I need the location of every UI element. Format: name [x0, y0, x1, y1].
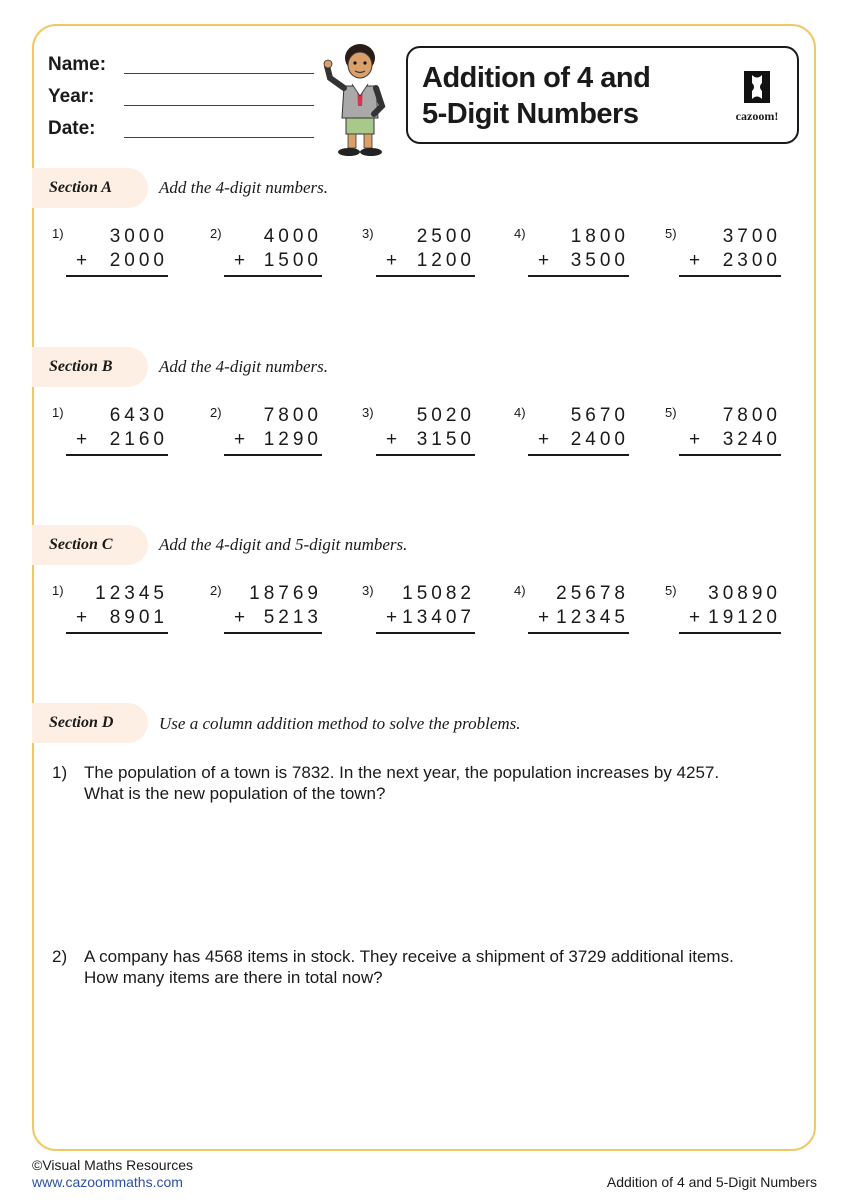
problem-number: 1) [52, 405, 64, 420]
cazoom-logo [727, 70, 787, 124]
section-c-instruction: Add the 4-digit and 5-digit numbers. [159, 535, 408, 554]
plus-sign: + [538, 429, 550, 450]
answer-underline [528, 454, 629, 456]
addend-top: 15082 [402, 583, 475, 604]
addition-problem [362, 226, 475, 286]
addend-bottom: 2400 [570, 429, 629, 450]
addend-bottom: 1290 [263, 429, 322, 450]
addition-problem [665, 226, 781, 286]
addend-top: 1800 [570, 226, 629, 247]
plus-sign: + [386, 250, 398, 271]
section-c-label: Section C [49, 536, 113, 553]
addend-bottom: 12345 [556, 607, 629, 628]
plus-sign: + [689, 429, 701, 450]
plus-sign: + [689, 607, 701, 628]
addition-problem [362, 405, 475, 465]
footer-link[interactable] [32, 1174, 183, 1190]
answer-underline [528, 275, 629, 277]
section-a-tab [32, 168, 148, 208]
plus-sign: + [76, 607, 88, 628]
addend-top: 2500 [416, 226, 475, 247]
addition-problem [52, 226, 168, 286]
word-problem-text-line-1: The population of a town is 7832. In the next year, the population increases by 4257. [84, 763, 720, 782]
addend-bottom: 3240 [722, 429, 781, 450]
problem-number: 4) [514, 405, 526, 420]
addition-problem [665, 583, 781, 643]
page-title [422, 60, 722, 132]
addend-bottom: 2000 [109, 250, 168, 271]
section-b-instruction: Add the 4-digit numbers. [159, 357, 329, 376]
answer-underline [679, 275, 781, 277]
year-line[interactable] [124, 105, 314, 106]
plus-sign: + [386, 607, 398, 628]
section-d-instruction: Use a column addition method to solve the problems. [159, 714, 521, 733]
date-label: Date: [48, 118, 96, 139]
addend-bottom: 2300 [722, 250, 781, 271]
addend-top: 3000 [109, 226, 168, 247]
website-link[interactable]: www.cazoommaths.com [32, 1174, 183, 1190]
problem-number: 5) [665, 583, 677, 598]
addend-top: 6430 [109, 405, 168, 426]
plus-sign: + [538, 607, 550, 628]
title-box [406, 46, 799, 144]
answer-underline [376, 454, 475, 456]
addend-bottom: 3150 [416, 429, 475, 450]
problem-number: 2) [210, 405, 222, 420]
addend-bottom: 13407 [402, 607, 475, 628]
year-label: Year: [48, 86, 95, 107]
addend-top: 12345 [95, 583, 168, 604]
word-problem-text-line-2: What is the new population of the town? [84, 784, 386, 803]
section-b-label: Section B [49, 358, 113, 375]
addend-top: 30890 [708, 583, 781, 604]
addition-problem [52, 405, 168, 465]
answer-underline [528, 632, 629, 634]
addition-problem [514, 583, 629, 643]
addend-top: 4000 [263, 226, 322, 247]
name-label: Name: [48, 54, 107, 75]
addition-problem [362, 583, 475, 643]
problem-number: 1) [52, 583, 64, 598]
addition-problem [52, 583, 168, 643]
addend-top: 5020 [416, 405, 475, 426]
addend-top: 3700 [722, 226, 781, 247]
problem-number: 3) [362, 226, 374, 241]
section-b-tab [32, 347, 148, 387]
plus-sign: + [386, 429, 398, 450]
plus-sign: + [234, 250, 246, 271]
problem-number: 1) [52, 226, 64, 241]
addend-bottom: 8901 [109, 607, 168, 628]
plus-sign: + [538, 250, 550, 271]
logo-mark-icon [743, 70, 771, 104]
word-problem-text-line-1: A company has 4568 items in stock. They receive a shipment of 3729 additional items. [84, 947, 734, 966]
section-c-tab [32, 525, 148, 565]
footer-copyright: ©Visual Maths Resources [32, 1157, 194, 1173]
addition-problem [210, 583, 322, 643]
addend-top: 18769 [249, 583, 322, 604]
section-d-label: Section D [49, 714, 114, 731]
problem-number: 2) [210, 226, 222, 241]
answer-underline [66, 275, 168, 277]
word-problem-text-line-2: How many items are there in total now? [84, 968, 383, 987]
answer-underline [224, 454, 322, 456]
plus-sign: + [689, 250, 701, 271]
addend-bottom: 2160 [109, 429, 168, 450]
addend-top: 7800 [722, 405, 781, 426]
title-line-2: 5-Digit Numbers [422, 98, 639, 130]
title-line-1: Addition of 4 and [422, 62, 651, 94]
problem-number: 2) [210, 583, 222, 598]
problem-number: 5) [665, 405, 677, 420]
addend-bottom: 5213 [263, 607, 322, 628]
cartoon-boy-illustration [322, 36, 398, 160]
addend-top: 7800 [263, 405, 322, 426]
date-line[interactable] [124, 137, 314, 138]
section-a-instruction: Add the 4-digit numbers. [159, 178, 329, 197]
word-problem-number: 2) [52, 947, 68, 966]
addend-bottom: 19120 [708, 607, 781, 628]
problem-number: 4) [514, 226, 526, 241]
name-line[interactable] [124, 73, 314, 74]
plus-sign: + [234, 607, 246, 628]
answer-underline [679, 454, 781, 456]
plus-sign: + [234, 429, 246, 450]
answer-underline [376, 275, 475, 277]
logo-text: cazoom! [735, 109, 779, 123]
addition-problem [514, 226, 629, 286]
addition-problem [210, 226, 322, 286]
word-problem-number: 1) [52, 763, 68, 782]
answer-underline [66, 632, 168, 634]
problem-number: 3) [362, 583, 374, 598]
answer-underline [224, 275, 322, 277]
addition-problem [514, 405, 629, 465]
addend-top: 25678 [556, 583, 629, 604]
section-a-label: Section A [49, 179, 112, 196]
answer-underline [376, 632, 475, 634]
problem-number: 3) [362, 405, 374, 420]
answer-underline [224, 632, 322, 634]
addition-problem [665, 405, 781, 465]
addend-bottom: 1200 [416, 250, 475, 271]
section-d-tab [32, 703, 148, 743]
addition-problem [210, 405, 322, 465]
plus-sign: + [76, 250, 88, 271]
addend-bottom: 3500 [570, 250, 629, 271]
plus-sign: + [76, 429, 88, 450]
answer-underline [66, 454, 168, 456]
problem-number: 5) [665, 226, 677, 241]
footer-title: Addition of 4 and 5-Digit Numbers [606, 1174, 817, 1190]
problem-number: 4) [514, 583, 526, 598]
answer-underline [679, 632, 781, 634]
addend-top: 5670 [570, 405, 629, 426]
addend-bottom: 1500 [263, 250, 322, 271]
